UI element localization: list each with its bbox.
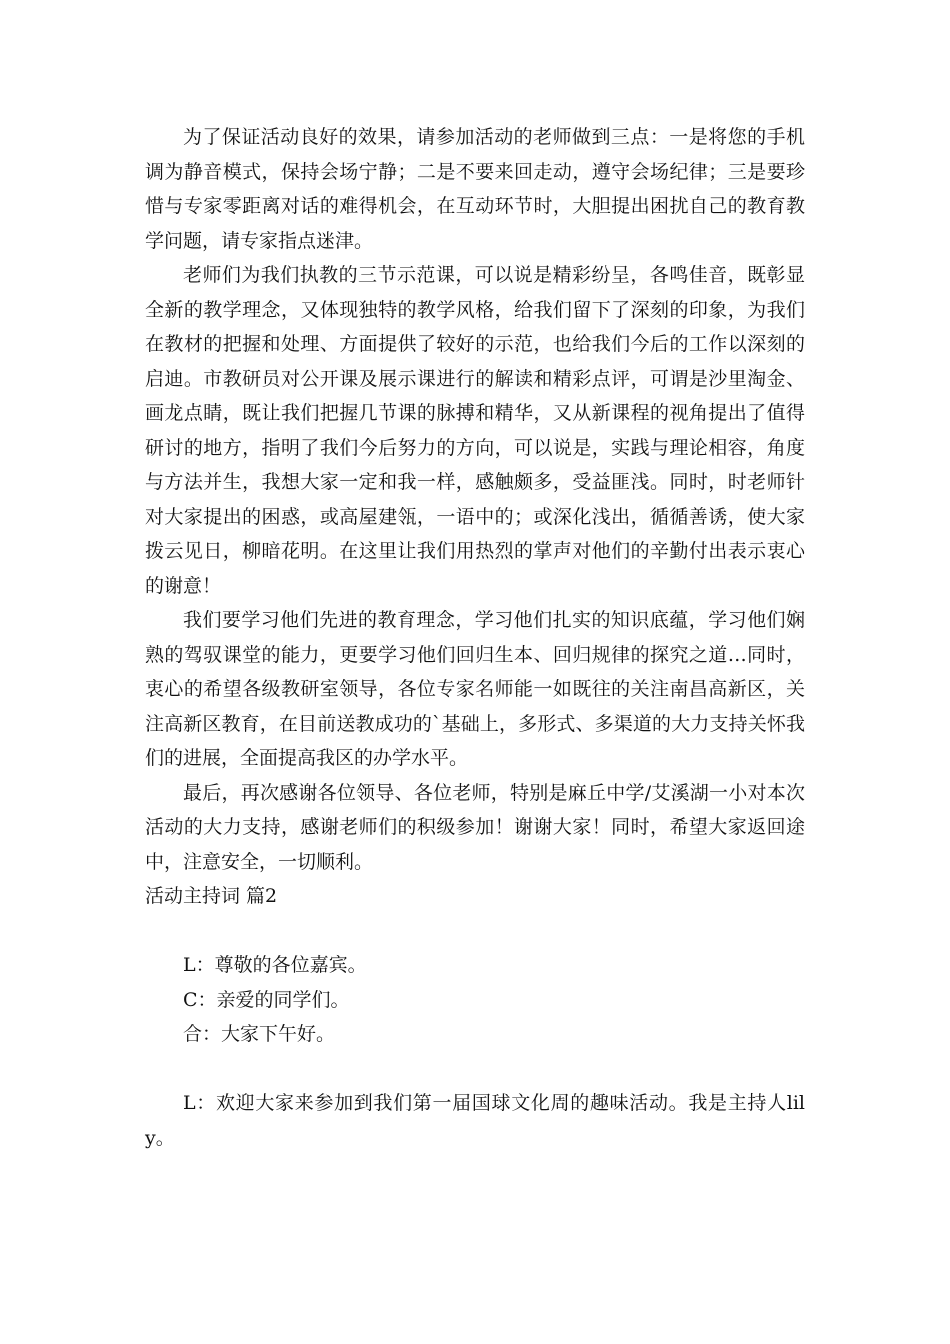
paragraph-4: 最后，再次感谢各位领导、各位老师，特别是麻丘中学/艾溪湖一小对本次活动的大力支持，感谢老师们的积级参加！谢谢大家！同时，希望大家返回途中，注意安全，一切顺利。 — [145, 781, 805, 873]
dialogue-line-1: L：尊敬的各位嘉宾。 — [183, 954, 367, 976]
blank-line — [145, 1052, 805, 1087]
section-heading: 活动主持词 篇2 — [145, 885, 278, 907]
closing-line: L：欢迎大家来参加到我们第一届国球文化周的趣味活动。我是主持人lily。 — [145, 1092, 805, 1149]
blank-line — [145, 914, 805, 949]
dialogue-line-2: C：亲爱的同学们。 — [183, 988, 350, 1011]
document-body — [145, 120, 805, 1155]
paragraph-2: 老师们为我们执教的三节示范课，可以说是精彩纷呈，各鸣佳音，既彰显全新的教学理念，又体现独特的教学风格，给我们留下了深刻的印象，为我们在教材的把握和处理、方面提供了较好的示范，也给我们今后的工作以深刻的启迪。市教研员对公开课及展示课进行的解读和精彩点评，可谓是沙里淘金、画龙点睛，既让我们把握几节课的脉搏和精华，又从新课程的视角提出了值得研讨的地方，指明了我们今后努力的方向，可以说是，实践与理论相容，角度与方法并生，我想大家一定和我一样，感触颇多，受益匪浅。同时，时老师针对大家提出的困惑，或高屋建瓴，一语中的；或深化浅出，循循善诱，使大家拨云见日，柳暗花明。在这里让我们用热烈的掌声对他们的辛勤付出表示衷心的谢意！ — [145, 264, 805, 597]
paragraph-3: 我们要学习他们先进的教育理念，学习他们扎实的知识底蕴，学习他们娴熟的驾驭课堂的能力，更要学习他们回归生本、回归规律的探究之道…同时，衷心的希望各级教研室领导，各位专家名师能一如既往的关注南昌高新区，关注高新区教育，在目前送教成功的`基础上，多形式、多渠道的大力支持关怀我们的进展，全面提高我区的办学水平。 — [145, 609, 805, 769]
dialogue-line-3: 合：大家下午好。 — [183, 1023, 336, 1045]
paragraph-1: 为了保证活动良好的效果，请参加活动的老师做到三点：一是将您的手机调为静音模式，保持会场宁静；二是不要来回走动，遵守会场纪律；三是要珍惜与专家零距离对话的难得机会，在互动环节时，大胆提出困扰自己的教育教学问题，请专家指点迷津。 — [145, 126, 805, 252]
